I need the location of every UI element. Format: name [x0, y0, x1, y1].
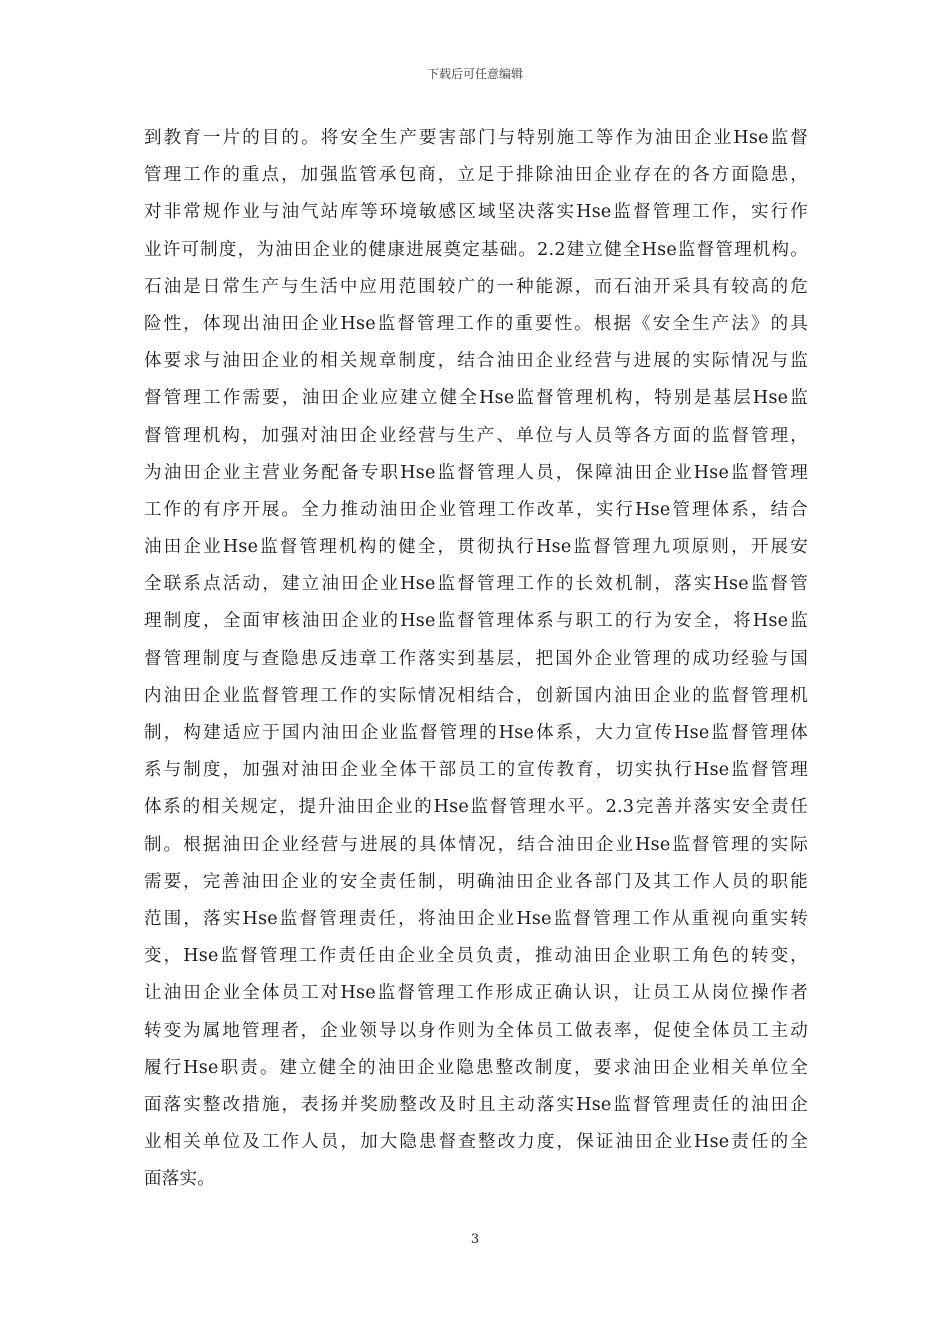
text-line: 理制度，全面审核油田企业的Hse监督管理体系与职工的行为安全，将Hse监: [144, 611, 808, 632]
text-line: 险性，体现出油田企业Hse监督管理工作的重要性。根据《安全生产法》的具: [144, 313, 808, 334]
text-line: 履行Hse职责。建立健全的油田企业隐患整改制度，要求油田企业相关单位全: [144, 1057, 808, 1078]
text-line: 督管理机构，加强对油田企业经营与生产、单位与人员等各方面的监督管理，: [144, 425, 808, 446]
text-line: 面落实整改措施，表扬并奖励整改及时且主动落实Hse监督管理责任的油田企: [144, 1094, 808, 1115]
text-line: 油田企业Hse监督管理机构的健全，贯彻执行Hse监督管理九项原则，开展安: [144, 537, 808, 558]
text-line: 督管理制度与查隐患反违章工作落实到基层，把国外企业管理的成功经验与国: [144, 648, 808, 669]
text-line: 需要，完善油田企业的安全责任制，明确油田企业各部门及其工作人员的职能: [144, 871, 808, 892]
text-line: 让油田企业全体员工对Hse监督管理工作形成正确认识，让员工从岗位操作者: [144, 983, 808, 1004]
page-header: 下载后可任意编辑: [426, 67, 523, 81]
text-line: 制，构建适应于国内油田企业监督管理的Hse体系，大力宣传Hse监督管理体: [144, 723, 808, 743]
text-line: 为油田企业主营业务配备专职Hse监督管理人员，保障油田企业Hse监督管理: [144, 462, 808, 483]
text-line: 工作的有序开展。全力推动油田企业管理工作改革，实行Hse管理体系，结合: [144, 499, 808, 520]
text-line: 管理工作的重点，加强监管承包商，立足于排除油田企业存在的各方面隐患，: [144, 165, 808, 186]
text-line: 业许可制度，为油田企业的健康进展奠定基础。2.2建立健全Hse监督管理机构。: [144, 239, 808, 260]
text-line: 体要求与油田企业的相关规章制度，结合油田企业经营与进展的实际情况与监: [144, 351, 808, 372]
body-text: [144, 120, 808, 1198]
text-line: 转变为属地管理者，企业领导以身作则为全体员工做表率，促使全体员工主动: [144, 1020, 808, 1041]
text-line: 石油是日常生产与生活中应用范围较广的一种能源，而石油开采具有较高的危: [144, 276, 808, 297]
text-line: 系与制度，加强对油田企业全体干部员工的宣传教育，切实执行Hse监督管理: [144, 760, 808, 781]
text-line: 变，Hse监督管理工作责任由企业全员负责，推动油田企业职工角色的转变，: [144, 946, 808, 967]
page-number: 3: [470, 1232, 480, 1247]
text-line: 全联系点活动，建立油田企业Hse监督管理工作的长效机制，落实Hse监督管: [144, 574, 808, 595]
text-line: 范围，落实Hse监督管理责任，将油田企业Hse监督管理工作从重视向重实转: [144, 908, 808, 929]
text-line: 面落实。: [144, 1169, 215, 1190]
text-line: 制。根据油田企业经营与进展的具体情况，结合油田企业Hse监督管理的实际: [144, 834, 808, 855]
text-line: 对非常规作业与油气站库等环境敏感区域坚决落实Hse监督管理工作，实行作: [144, 202, 808, 223]
text-line: 督管理工作需要，油田企业应建立健全Hse监督管理机构，特别是基层Hse监: [144, 388, 808, 409]
text-line: 体系的相关规定，提升油田企业的Hse监督管理水平。2.3完善并落实安全责任: [144, 797, 808, 818]
text-line: 到教育一片的目的。将安全生产要害部门与特别施工等作为油田企业Hse监督: [144, 128, 808, 148]
text-line: 业相关单位及工作人员，加大隐患督查整改力度，保证油田企业Hse责任的全: [144, 1132, 808, 1153]
text-line: 内油田企业监督管理工作的实际情况相结合，创新国内油田企业的监督管理机: [144, 685, 808, 706]
